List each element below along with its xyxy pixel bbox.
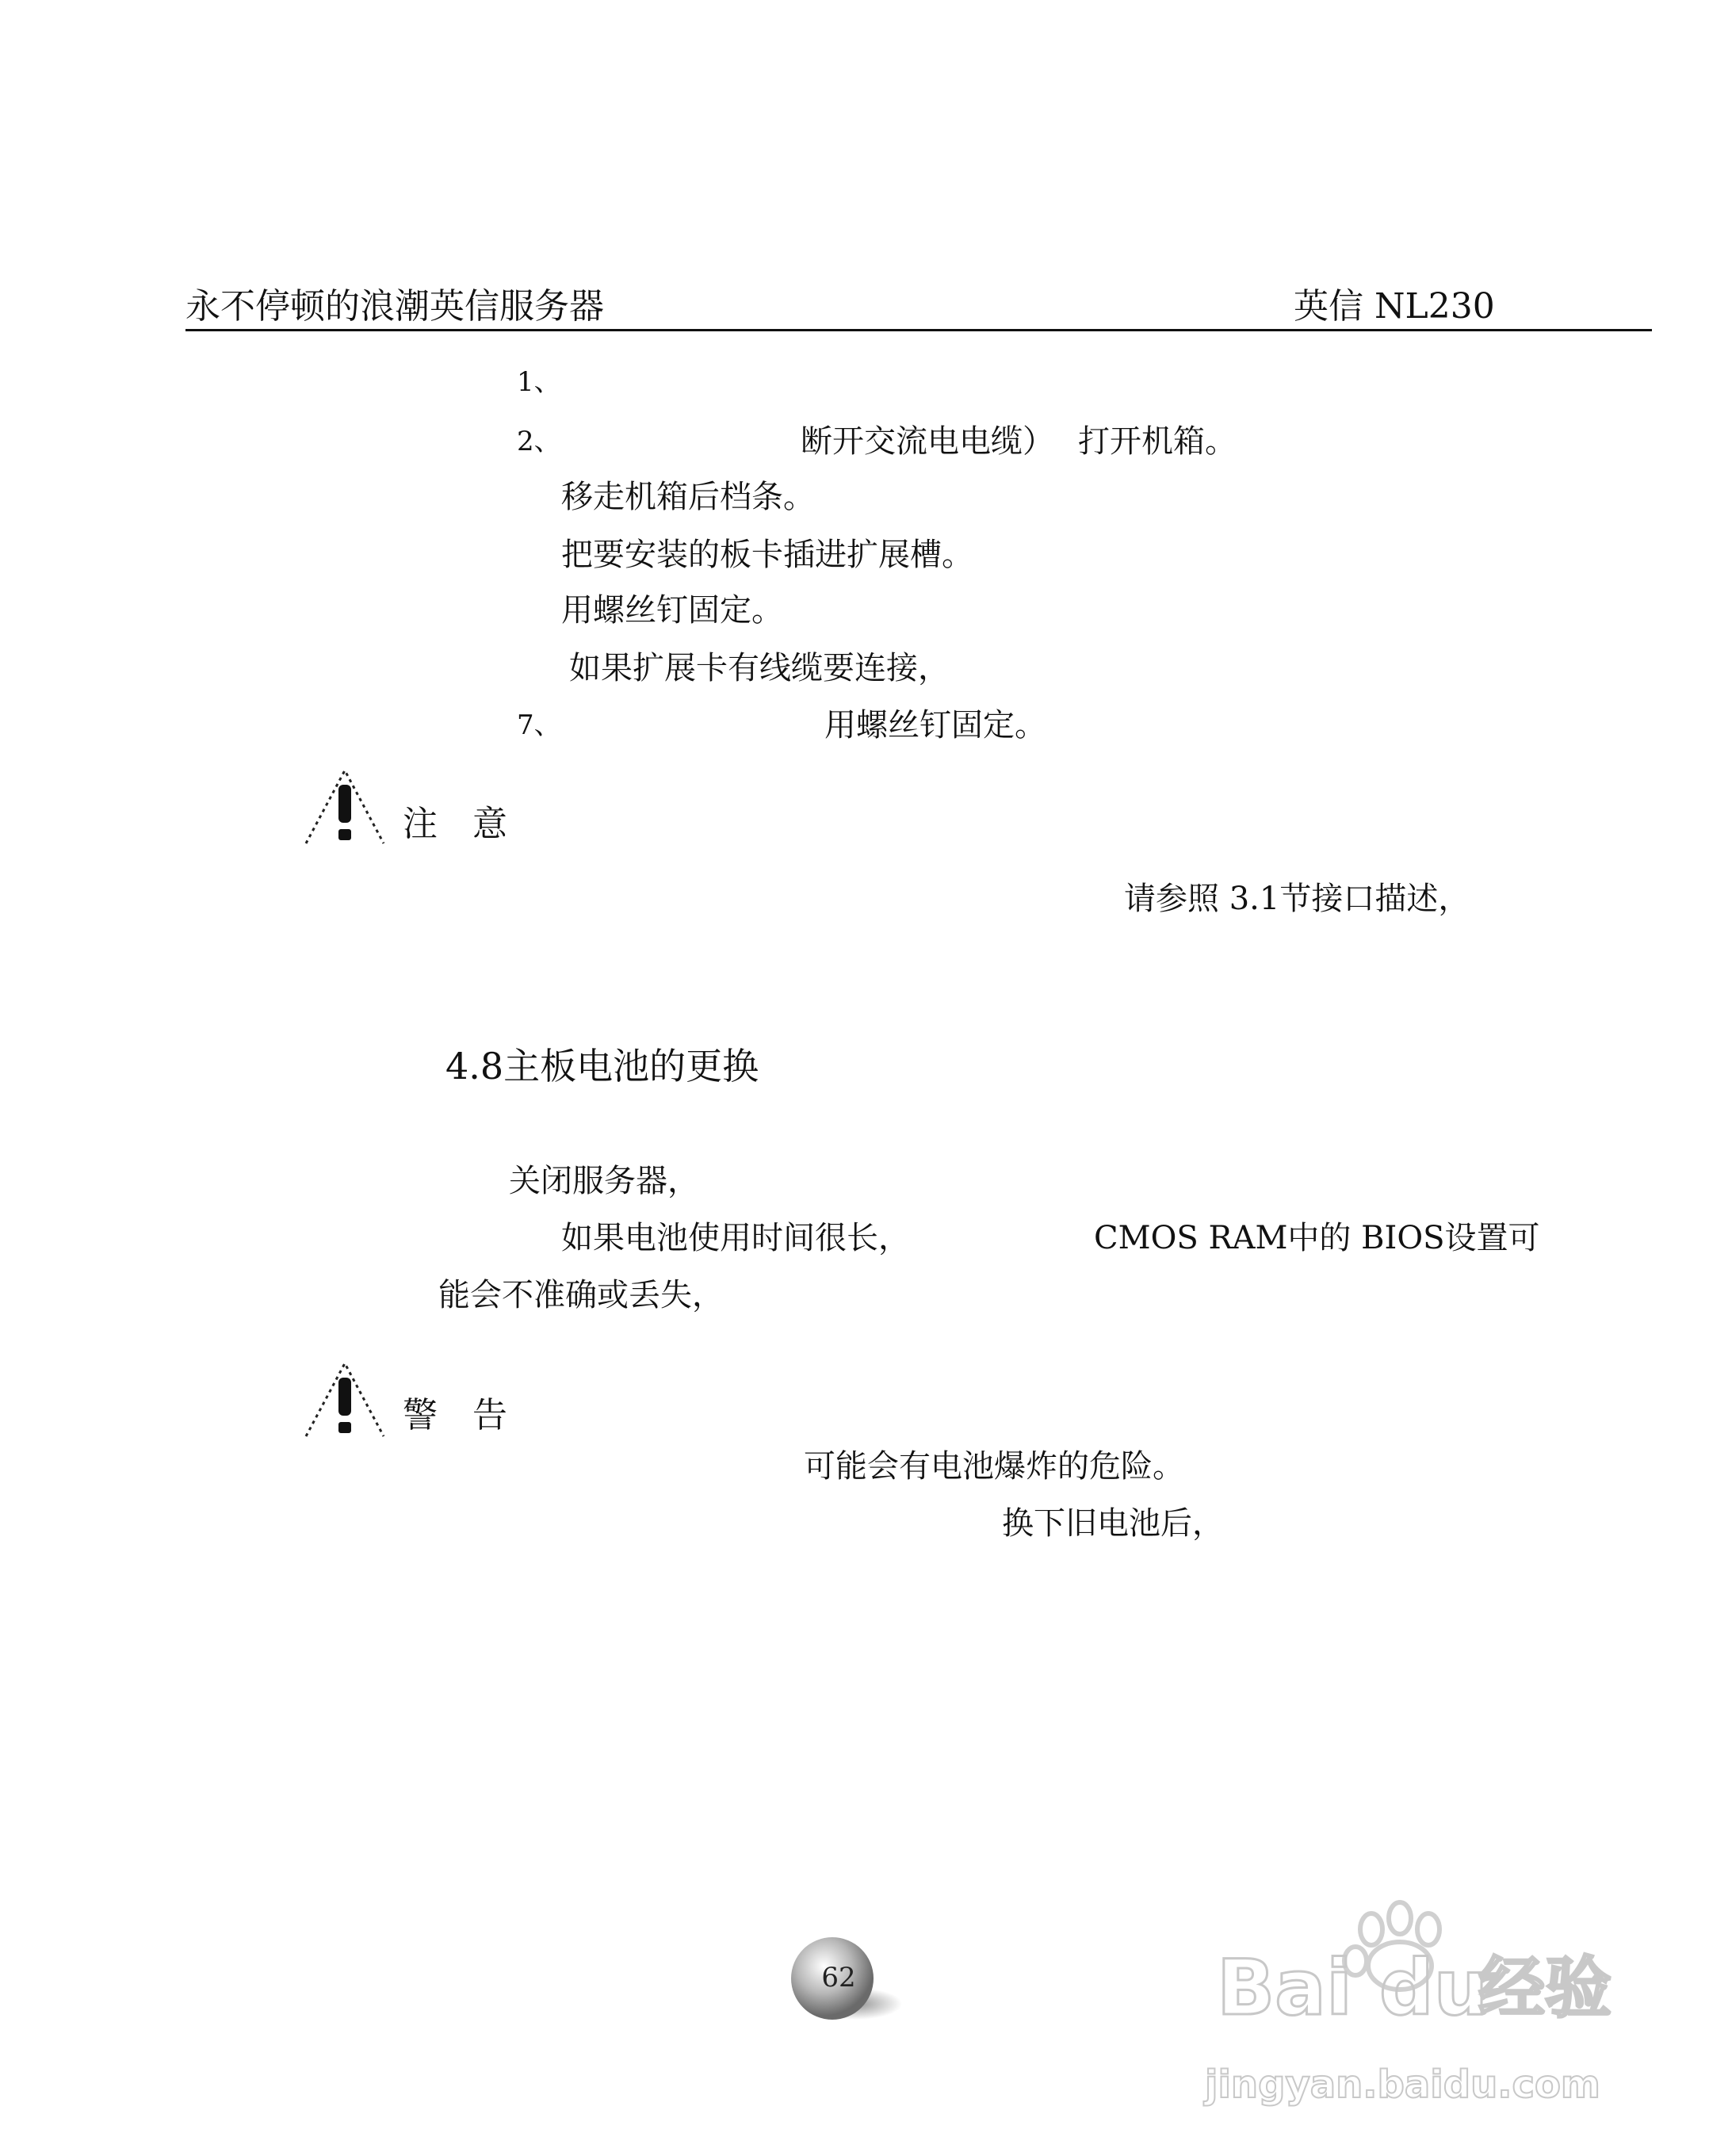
warning-title: 警 告	[403, 1395, 507, 1435]
section-para-2c: 能会不准确或丢失，	[438, 1277, 724, 1313]
step-3-text: 移走机箱后档条。	[561, 479, 815, 515]
warning-triangle-icon	[303, 767, 387, 847]
watermark-url: jingyan.baidu.com	[1205, 2062, 1600, 2107]
header-rule	[185, 329, 1652, 331]
step-5-text: 用螺丝钉固定。	[561, 592, 783, 629]
section-para-2b: CMOS RAM中的 BIOS设置可	[1094, 1220, 1540, 1256]
header-model: 英信 NL230	[1294, 286, 1495, 327]
warning-line-2: 换下旧电池后，	[1002, 1505, 1224, 1542]
page-number: 62	[821, 1962, 856, 1994]
section-title: 4.8主板电池的更换	[445, 1045, 759, 1088]
header-title: 永不停顿的浪潮英信服务器	[185, 286, 604, 327]
watermark-suffix: 经验	[1478, 1949, 1612, 2027]
warning-line-1: 可能会有电池爆炸的危险。	[804, 1448, 1184, 1485]
step-7-text: 用螺丝钉固定。	[824, 707, 1046, 744]
step-4-text: 把要安装的板卡插进扩展槽。	[561, 537, 973, 573]
section-para-2a: 如果电池使用时间很长，	[561, 1220, 910, 1256]
watermark-brand-du: du	[1379, 1944, 1489, 2032]
section-para-1: 关闭服务器，	[509, 1163, 699, 1199]
step-2-number: 2、	[517, 426, 561, 457]
note-title: 注 意	[403, 804, 507, 844]
step-2-text-a: 断开交流电电缆）	[801, 423, 1054, 460]
watermark-brand: Bai	[1217, 1944, 1352, 2032]
note-text: 请参照 3.1节接口描述，	[1124, 881, 1470, 917]
warning-triangle-icon	[303, 1360, 387, 1439]
step-2-text-b: 打开机箱。	[1078, 423, 1237, 460]
step-1-number: 1、	[517, 366, 561, 398]
step-6-text: 如果扩展卡有线缆要连接，	[569, 650, 950, 686]
step-7-number: 7、	[517, 709, 561, 741]
